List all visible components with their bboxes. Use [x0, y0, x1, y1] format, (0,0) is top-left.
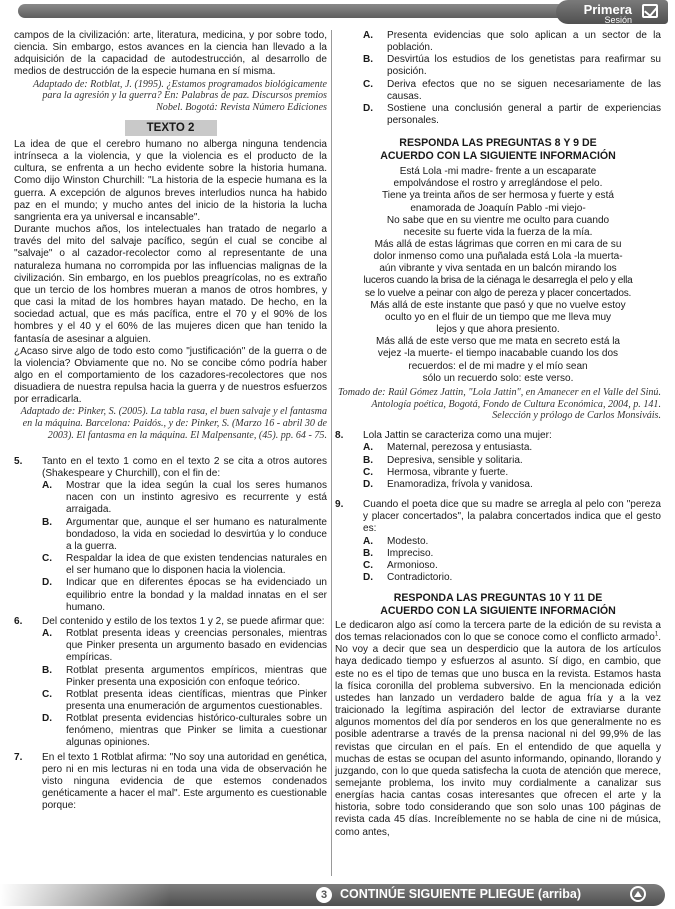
- question-6: [14, 616, 327, 750]
- option-text: Depresiva, sensible y solitaria.: [387, 454, 523, 466]
- option-text: Armonioso.: [387, 559, 438, 571]
- poem-line: oculto yo en el fluir de un tiempo que me lleva muy: [384, 311, 612, 323]
- option-a: [42, 628, 327, 664]
- up-arrow-icon: [630, 886, 646, 902]
- option-text: Rotblat presenta argumentos empíricos, mientras que Pinker presenta una exposición con enfoque teórico.: [66, 664, 327, 688]
- option-text: Desvirtúa los estudios de los genetistas para reafirmar su posición.: [387, 54, 661, 78]
- option-text: Sostiene una conclusión general a partir de experiencias personales.: [387, 102, 661, 127]
- option-text: Respaldar la idea de que existen tendencias naturales en el ser humano que lo disponen hacia la violencia.: [66, 553, 327, 577]
- option-d: [363, 572, 661, 584]
- option-c: [42, 689, 327, 713]
- question-9: [335, 499, 661, 584]
- page-header: [0, 0, 675, 26]
- option-a: [42, 480, 327, 516]
- option-letter: B.: [363, 547, 374, 559]
- texto2-paragraph-3: ¿Acaso sirve algo de todo esto como "justificación" de la guerra o de la violencia? Obviamente que no. No se concibe cómo podría haber algo en el comportamiento de los cazadores-recolectores que nos disuadiera de nuestra repulsa hacia la guerra y de nuestros esfuerzos por erradicarla.: [14, 345, 327, 406]
- texto1-end-paragraph: campos de la civilización: arte, literatura, medicina, y por sobre todo, ciencia. Sin embargo, estos avances en la ciencia han llevado a la adquisición de la capacidad de autodestrucción, al desarrollo de medios de destrucción de la especie humana en sí misma.: [14, 30, 327, 78]
- passage-part-b: . No voy a decir que sea un desperdicio que la autora de los artículos haya dedicado tiempo y esfuerzos al asunto. Sí digo, en cambio, que este no es el tipo de temas que uno busca en la revista. Estamos hasta la física coronilla del problema subversivo. En la mencionada edición ustedes han lanzado un verdadero balde de agua fría y a la vez traicionado la legítima aspiración del lector de extraviarse durante algunos momentos del día por senderos en los que generalmente no es posible adentrarse a través de la prensa nacional ni del 99,9% de las revistas que circulan en el país. En el entendido de que aquella y muchas de estas se ocupan del asunto informando, opinando, llorando y juzgando, con lo que queda satisfecha la cuota de atención que merece, semejante problema, los invito muy cordialmente a canalizar sus energías hacia cantas cosas interesantes que ofrecen el arte y la historia, sobre todo considerando que son solo unas 100 páginas de revista cada 45 días. Increíblemente no se habla de cine ni de música, como antes,: [335, 632, 661, 838]
- option-a: [363, 30, 661, 54]
- question-5: [14, 456, 327, 614]
- section-title-10-11: RESPONDA LAS PREGUNTAS 10 Y 11 DE: [393, 592, 603, 605]
- option-letter: C.: [42, 688, 53, 700]
- letter-passage: [335, 620, 661, 839]
- citation-rotblat: Adaptado de: Rotblat, J. (1995). ¿Estamos programados biológicamente para la agresión y la guerra? En: Palabras de paz. Discursos premios Nobel. Bogotá: Revista Número Ediciones: [33, 78, 327, 114]
- continue-instruction: CONTINÚE SIGUIENTE PLIEGUE (arriba): [340, 887, 582, 901]
- option-text: Rotblat presenta ideas y creencias personales, mientras que Pinker presenta un argumento basado en evidencias empíricas.: [66, 628, 327, 664]
- option-letter: A.: [363, 442, 374, 454]
- option-b: [363, 54, 661, 78]
- session-title: Primera: [583, 2, 632, 17]
- option-a: [363, 536, 661, 548]
- option-text: Modesto.: [387, 535, 429, 547]
- poem-line: Más allá de este verso que me mata en secreto está la: [375, 336, 621, 348]
- option-d: [363, 103, 661, 127]
- option-c: [363, 467, 661, 479]
- option-letter: C.: [363, 466, 374, 478]
- poem-line: dolor inmenso como una puñalada está Lola -la muerta-: [373, 251, 623, 263]
- passage-part-a: Le dedicaron algo así como la tercera parte de la edición de su revista a dos temas relacionados con lo que se conoce como el conflicto armado: [335, 619, 661, 644]
- poem-line: necesite su fuerte vida la fuerza de la mía.: [403, 226, 593, 238]
- option-c: [363, 560, 661, 572]
- session-tab: [556, 0, 668, 24]
- option-b: [363, 548, 661, 560]
- question-7-options: [335, 30, 661, 127]
- poem-line: enamorada de Joaquín Pablo -mi viejo-: [410, 202, 586, 214]
- question-number: 8.: [335, 430, 344, 442]
- option-b: [42, 665, 327, 689]
- checkbox-icon: [642, 4, 658, 18]
- option-letter: B.: [42, 664, 53, 676]
- question-stem: En el texto 1 Rotblat afirma: "No soy una autoridad en genética, pero ni en mis lecturas ni en toda una vida de observación he visto ninguna evidencia de que estemos condenados genéticamente a hacer el mal". Este argumento es cuestionable porque:: [42, 751, 327, 812]
- option-a: [363, 442, 661, 454]
- poem-line: Más allá de este instante que pasó y que no vuelve estoy: [370, 299, 626, 311]
- poem-line: se lo vuelve a peinar con algo de pereza y placer concertados.: [364, 287, 632, 299]
- option-letter: A.: [42, 628, 53, 640]
- option-letter: C.: [363, 78, 374, 90]
- option-letter: A.: [363, 30, 374, 41]
- texto2-paragraph-1: La idea de que el cerebro humano no alberga ninguna tendencia intrínseca a la violencia, y que la violencia es el producto de la cultura, se enfrenta a un hecho evidente sobre la historia humana. Como dijo Winston Churchill: "La historia de la especie humana es la guerra. A excepción de algunos breves interludios nunca ha habido paz en el mundo; y mucho antes del inicio de la historia la lucha sangrienta era ya universal e incansable".: [14, 139, 327, 223]
- section-title-8-9: RESPONDA LAS PREGUNTAS 8 Y 9 DE: [399, 137, 597, 150]
- poem-line: luceros cuando la brisa de la ciénaga le desarregla el pelo y ella: [363, 275, 633, 287]
- section-title-8-9-line2: ACUERDO CON LA SIGUIENTE INFORMACIÓN: [380, 149, 616, 162]
- citation-pinker: Adaptado de: Pinker, S. (2005). La tabla rasa, el buen salvaje y el fantasma en la máquina. Barcelona: Paidós., y de: Pinker, S. (Marzo 16 - abril 30 de 2003). El fantasma en la máquina. El Malpensante, (45). pp. 64 - 75.: [20, 406, 327, 442]
- option-d: [42, 713, 327, 749]
- option-b: [42, 517, 327, 553]
- section-title-10-11-line2: ACUERDO CON LA SIGUIENTE INFORMACIÓN: [380, 604, 616, 617]
- option-letter: B.: [363, 54, 374, 66]
- option-letter: A.: [42, 480, 53, 492]
- question-number: 6.: [14, 615, 23, 627]
- option-letter: D.: [363, 102, 374, 114]
- poem-lola-jattin: [335, 166, 661, 385]
- option-text: Maternal, perezosa y entusiasta.: [387, 442, 533, 454]
- session-subtitle: Sesión: [604, 15, 632, 25]
- right-column: [335, 30, 661, 839]
- option-letter: B.: [363, 454, 374, 466]
- option-letter: A.: [363, 535, 374, 547]
- option-text: Enamoradiza, frívola y vanidosa.: [387, 478, 533, 490]
- option-text: Rotblat presenta evidencias histórico-culturales sobre un fenómeno, mientras que Pinker se limita a cuestionar algunas opiniones.: [66, 713, 327, 749]
- option-letter: D.: [42, 577, 53, 589]
- question-stem: Del contenido y estilo de los textos 1 y 2, se puede afirmar que:: [42, 615, 325, 627]
- poem-line: vejez -la muerte- el tiempo inacabable cuando los dos: [377, 348, 619, 360]
- option-text: Impreciso.: [387, 547, 434, 559]
- question-8: [335, 430, 661, 491]
- option-b: [363, 455, 661, 467]
- header-bar: [18, 4, 618, 18]
- option-text: Mostrar que la idea según la cual los seres humanos nacen con un instinto agresivo es recurrente y está arraigada.: [66, 480, 327, 516]
- poem-line: No sabe que en su vientre me oculto para cuando: [386, 214, 610, 226]
- option-letter: C.: [42, 553, 53, 565]
- question-stem: Lola Jattin se caracteriza como una mujer:: [363, 430, 552, 442]
- option-letter: D.: [363, 478, 374, 490]
- question-7: [14, 752, 327, 813]
- question-number: 5.: [14, 455, 23, 467]
- column-divider: [331, 30, 332, 876]
- poem-line: recuerdos: el de mi madre y el mío sean: [408, 360, 588, 372]
- page-number-badge: 3: [316, 887, 332, 903]
- question-number: 9.: [335, 499, 344, 511]
- option-letter: D.: [42, 713, 53, 725]
- poem-line: Tiene ya treinta años de ser hermosa y fuerte y está: [382, 190, 614, 202]
- option-letter: D.: [363, 571, 374, 583]
- citation-gomez-jattin: Tomado de: Raúl Gómez Jattin, "Lola Jattin", en Amanecer en el Valle del Sinú. Antología poética, Bogotá, Fondo de Cultura Económica, 2004, p. 141. Selección y prólogo de Carlos Monsiváis.: [337, 386, 661, 422]
- option-text: Presenta evidencias que solo aplican a un sector de la población.: [387, 30, 661, 54]
- poem-line: empolvándose el rostro y arreglándose el pelo.: [393, 178, 603, 190]
- option-text: Rotblat presenta ideas científicas, mientras que Pinker presenta una enumeración de argumentos cuestionables.: [66, 688, 327, 712]
- option-letter: C.: [363, 559, 374, 571]
- texto2-label: TEXTO 2: [125, 120, 217, 136]
- option-text: Contradictorio.: [387, 571, 453, 583]
- option-c: [42, 553, 327, 577]
- poem-line: lejos y que ahora presiento.: [436, 324, 560, 336]
- option-d: [42, 577, 327, 613]
- page-footer: [0, 884, 675, 906]
- question-stem: Cuando el poeta dice que su madre se arregla al pelo con "pereza y placer concertados", la palabra concertados indica que el gesto es:: [363, 499, 661, 535]
- poem-line: sólo un recuerdo solo: este verso.: [422, 372, 574, 384]
- texto2-paragraph-2: Durante muchos años, los intelectuales han tratado de negarlo a través del mito del salvaje pacífico, según el cual se concibe al "salvaje" o al cazador-recolector como al representante de una naturaleza humana no corrompida por las influencias malignas de la civilización. Sin embargo, en los pueblos preagrícolas, no es extraño que un tercio de los hombres mueran a manos de otros hombres, y que casi la mitad de los hombres hayan matado. De hecho, en la sociedad actual, que es más pacífica, entre el 70 y el 90% de los hombres y el 40 y el 60% de las mujeres dicen que han tenido la fantasía de asesinar a alguien.: [14, 224, 327, 345]
- option-text: Indicar que en diferentes épocas se ha evidenciado un equilibrio entre la bondad y la maldad innatas en el ser humano.: [66, 577, 327, 613]
- option-d: [363, 479, 661, 491]
- option-text: Argumentar que, aunque el ser humano es naturalmente bondadoso, la vida en sociedad lo desvirtúa y lo conduce a la guerra.: [66, 516, 327, 552]
- option-text: Hermosa, vibrante y fuerte.: [387, 466, 509, 478]
- question-stem: Tanto en el texto 1 como en el texto 2 se cita a otros autores (Shakespeare y Churchill), con el fin de:: [42, 455, 327, 479]
- poem-line: aún vibrante y viva sentada en un balcón mirando los: [379, 263, 617, 275]
- question-number: 7.: [14, 751, 23, 763]
- poem-line: Más allá de estas lágrimas que corren en mi cara de su: [374, 239, 622, 250]
- option-text: Deriva efectos que no se siguen necesariamente de las causas.: [387, 78, 661, 102]
- footnote-marker: 1: [654, 631, 659, 638]
- option-letter: B.: [42, 516, 53, 528]
- left-column: [14, 30, 327, 812]
- poem-line: Está Lola -mi madre- frente a un escaparate: [399, 166, 597, 178]
- option-c: [363, 79, 661, 103]
